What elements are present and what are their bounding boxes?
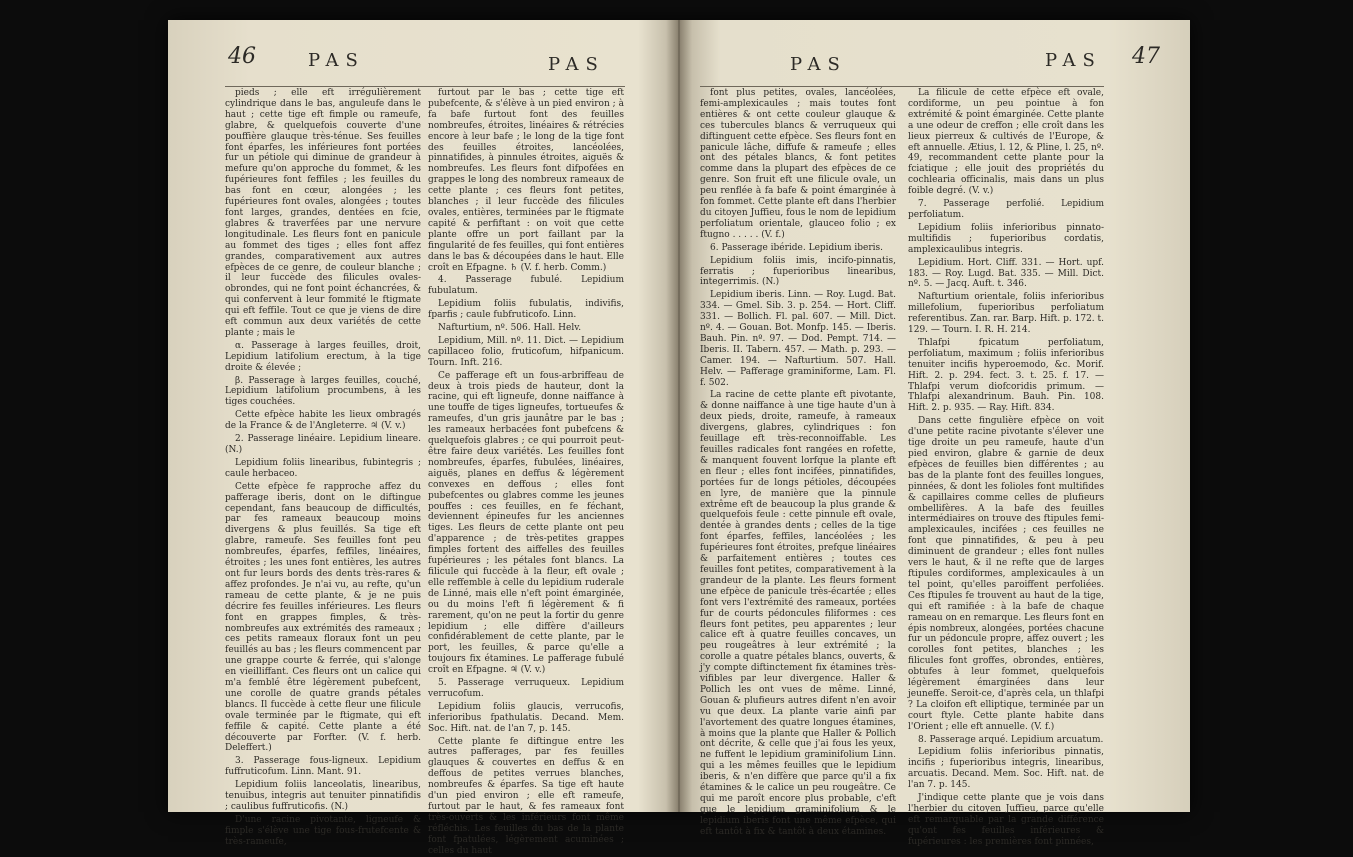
page-number: 47 — [1132, 44, 1160, 69]
paragraph: Thlafpi fpicatum perfoliatum, perfoliatum, maximum ; foliis inferioribus tenuiter incifis hyperoemodo, &c. Morif. Hift. 2. p. 294. fect. 3. t. 25. f. 17. — Thlafpi verum diofcoridis primum. — Thlafpi alexandrinum. Bauh. Pin. 108. Hift. 2. p. 935. — Ray. Hift. 834. — [908, 337, 1104, 414]
paragraph: 3. Passerage fous-ligneux. Lepidium fuffruticofum. Linn. Mant. 91. — [225, 756, 421, 778]
paragraph: 4. Passerage fubulé. Lepidium fubulatum. — [428, 275, 624, 297]
paragraph: Lepidium. Hort. Cliff. 331. — Hort. upf. 183. — Roy. Lugd. Bat. 335. — Mill. Dict. nº. 5. — Jacq. Auft. t. 346. — [908, 257, 1104, 290]
paragraph: 8. Passerage arqué. Lepidium arcuatum. — [918, 734, 1104, 745]
paragraph: Cette efpèce fe rapproche affez du pafferage iberis, dont on le diftingue cependant, fans beaucoup de difficultés, par fes rameaux beaucoup moins divergens & plus feuillés. Sa tige eft glabre, rameufe. Ses feuilles font peu nombreufes, éparfes, feffiles, linéaires, étroites ; les unes font entières, les autres ont fur leurs bords des dents très-rares & affez profondes. Je n'ai vu, au refte, qu'un rameau de cette plante, & je ne puis décrire fes feuilles inférieures. Les fleurs font en grappes fimples, & très-nombreufes aux extrémités des rameaux ; ces petits rameaux floraux font un peu feuillés au bas ; les fleurs commencent par une grappe courte & ferrée, qui s'alonge en vieilliffant. Ces fleurs ont un calice qui m'a femblé être légèrement pubefcent, une corolle de quatre grands pétales blancs. Il fuccède à cette fleur une filicule ovale terminée par le ftigmate, qui eft feffile & capité. Cette plante a été découverte par Forfter. (V. f. herb. Deleffert.) — [225, 481, 421, 754]
paragraph: Lepidium foliis fubulatis, indivifis, fparfis ; caule fubfruticofo. Linn. — [428, 299, 624, 321]
paragraph: Lepidium foliis imis, incifo-pinnatis, ferratis ; fuperioribus linearibus, integerrimis. (N.) — [700, 255, 896, 288]
paragraph: furtout par le bas ; cette tige eft pubefcente, & s'élève à un pied environ ; à fa bafe furtout font des feuilles nombreufes, étroites, linéaires & rétrécies encore à leur bafe ; le long de la tige font des feuilles étroites, lancéolées, pinnatifides, à pinnules étroites, aiguës & nombreufes. Les fleurs font difpofées en grappes le long des nombreux rameaux de cette plante ; ces fleurs font petites, blanches ; il leur fuccède des filicules ovales, entières, terminées par le ftigmate capité & perfiftant : on voit que cette plante offre un port faillant par la fingularité de fes feuilles, qui font entières dans le bas & découpées dans le haut. Elle croît en Efpagne. ♄ (V. f. herb. Comm.) — [428, 88, 624, 273]
right-page — [680, 20, 1190, 847]
paragraph: β. Passerage à larges feuilles, couché, Lepidium latifolium procumbens, à les tiges couchées. — [225, 375, 421, 408]
text-column-left — [225, 88, 421, 847]
running-header: PAS — [308, 50, 365, 71]
running-header: PAS — [548, 54, 605, 75]
text-column-right — [908, 88, 1104, 847]
text-column-left — [700, 88, 896, 837]
header-rule — [225, 86, 625, 87]
paragraph: font plus petites, ovales, lancéolées, femi-amplexicaules ; mais toutes font entières & ont cette couleur glauque & ces tubercules blancs & verruqueux qui diftinguent cette efpèce. Ses fleurs font en panicule lâche, diffufe & rameufe ; elles ont des pétales blancs, & font petites comme dans la plupart des efpèces de ce genre. Son fruit eft une filicule ovale, un peu renflée à fa bafe & point émarginée à fon fommet. Cette plante eft dans l'herbier du citoyen Juffieu, fous le nom de lepidium perfoliatum orientale, glauceo folio ; ex ftugno . . . . . (V. f.) — [700, 88, 896, 240]
paragraph: Lepidium foliis linearibus, fubintegris ; caule herbaceo. — [225, 457, 421, 479]
paragraph: La filicule de cette efpèce eft ovale, cordiforme, un peu pointue à fon extrémité & point émarginée. Cette plante a une odeur de creffon ; elle croît dans les lieux pierreux & cultivés de l'Europe, & eft annuelle. Ætius, l. 12, & Pline, l. 25, nº. 49, recommandent cette plante pour la fciatique ; elle jouit des propriétés du cochlearia officinalis, mais dans un plus foible degré. (V. v.) — [908, 88, 1104, 197]
paragraph: J'indique cette plante que je vois dans l'herbier du citoyen Juffieu, parce qu'elle eft remarquable par la grande différence qu'ont fes feuilles inférieures & fupérieures : les premières font pinnées, — [908, 793, 1104, 847]
paragraph: Lepidium foliis inferioribus pinnato-multifidis ; fuperioribus cordatis, amplexicaulibus integris. — [908, 222, 1104, 255]
paragraph: pieds ; elle eft irrégulièrement cylindrique dans le bas, anguleufe dans le haut ; cette tige eft fimple ou rameufe, glabre, & quelquefois couverte d'une pouffière glauque très-ténue. Ses feuilles font éparfes, les inférieures font portées fur un pétiole qui diminue de grandeur à mefure qu'on approche du fommet, & les fupérieures font feffiles ; les feuilles du bas font en cœur, alongées ; les fupérieures font ovales, alongées ; toutes font larges, grandes, dentées en fcie, glabres & traverfées par une nervure longitudinale. Les fleurs font en panicule au fommet des tiges ; elles font affez grandes, comparativement aux autres efpèces de ce genre, de couleur blanche ; il leur fuccède des filicules ovales-obrondes, qui ne font point échancrées, & qui confervent à leur fommité le ftigmate qui eft feffile. Tout ce que je viens de dire eft commun aux deux variétés de cette plante ; mais le — [225, 88, 421, 338]
paragraph: Dans cette fingulière efpèce on voit d'une petite racine pivotante s'élever une tige droite un peu rameufe, haute d'un pied environ, glabre & garnie de deux efpèces de feuilles bien différentes ; au bas de la plante font des feuilles longues, pinnées, & dont les folioles font multifides & capillaires comme celles de plufieurs ombellifères. A la bafe des feuilles intermédiaires on trouve des ftipules femi-amplexicaules, incifées ; ces feuilles ne font que pinnatifides, & peu à peu diminuent de grandeur ; elles font nulles vers le haut, & il ne refte que de larges ftipules cordiformes, amplexicaules à un tel point, qu'elles paroiffent perfoliées. Ces ftipules fe trouvent au haut de la tige, qui eft ramifiée : à la bafe de chaque rameau on en remarque. Les fleurs font en épis nombreux, alongées, portées chacune fur un pédoncule propre, affez ouvert ; les corolles font petites, blanches ; les filicules font groffes, obrondes, entières, obtufes à leur fommet, quelquefois légèrement émarginées dans leur jeuneffe. Seroit-ce, d'après cela, un thlafpi ? La cloifon eft elliptique, terminée par un court ftyle. Cette plante habite dans l'Orient ; elle eft annuelle. (V. f.) — [908, 416, 1104, 732]
header-rule — [700, 86, 1104, 87]
paragraph: Nafturtium orientale, foliis inferioribus millefolium, fuperioribus perfoliatum referentibus. Zan. rar. Barp. Hift. p. 172. t. 129. — Tourn. I. R. H. 214. — [908, 292, 1104, 336]
running-header: PAS — [790, 54, 847, 75]
paragraph: Cette plante fe diftingue entre les autres pafferages, par fes feuilles glauques & couvertes en deffus & en deffous de petites verrues blanches, nombreufes & éparfes. Sa tige eft haute d'un pied environ ; elle eft rameufe, furtout par le haut, & fes rameaux font très-ouverts & les inférieurs font même réfléchis. Les feuilles du bas de la plante font fpatulées, légèrement acuminées ; celles du haut — [428, 736, 624, 856]
left-page — [168, 20, 678, 856]
paragraph: α. Passerage à larges feuilles, droit, Lepidium latifolium erectum, à la tige droite & élevée ; — [225, 340, 421, 373]
paragraph: Lepidium, Mill. nº. 11. Dict. — Lepidium capillaceo folio, fruticofum, hifpanicum. Tourn. Inft. 216. — [428, 335, 624, 368]
paragraph: D'une racine pivotante, ligneufe & fimple s'élève une tige fous-frutefcente & très-rameufe, — [225, 814, 421, 847]
paragraph: Lepidium foliis inferioribus pinnatis, incifis ; fuperioribus integris, linearibus, arcuatis. Decand. Mem. Soc. Hift. nat. de l'an 7. p. 145. — [908, 747, 1104, 791]
book-gutter — [666, 20, 692, 812]
paragraph: 6. Passerage ibéride. Lepidium iberis. — [710, 242, 883, 253]
paragraph: La racine de cette plante eft pivotante, & donne naiffance à une tige haute d'un à deux pieds, droite, rameufe, à rameaux divergens, glabres, cylindriques : fon feuillage eft très-reconnoiffable. Les feuilles radicales font rangées en rofette, & manquent fouvent lorfque la plante eft en fleur ; elles font incifées, pinnatifides, portées fur de longs pétioles, découpées en lyre, de manière que la pinnule extrême eft de beaucoup la plus grande & quelquefois feule : cette pinnule eft ovale, dentée à grandes dents ; celles de la tige font éparfes, feffiles, lancéolées ; les fupérieures font étroites, prefque linéaires & parfaitement entières ; toutes ces feuilles font petites, comparativement à la grandeur de la plante. Les fleurs forment une efpèce de panicule très-écartée ; elles font vers l'extrémité des rameaux, portées fur de courts pédoncules filiformes : ces fleurs font petites, peu apparentes ; leur calice eft à quatre feuilles concaves, un peu rougeâtres à leur extrémité ; la corolle a quatre pétales blancs, ouverts, & j'y compte diftinctement fix étamines très-vifibles par leur divergence. Haller & Pollich les ont vues de même. Linné, Gouan & plufieurs autres difent n'en avoir vu que deux. La plante varie ainfi par l'avortement des quatre longues étamines, à moins que la plante que Haller & Pollich ont décrite, & celle que j'ai fous les yeux, ne fuffent le lepidium graminifolium Linn. qui a les mêmes feuilles que le lepidium iberis, & n'en diffère que parce qu'il a fix étamines & le calice un peu rougeâtre. Ce qui me paroît encore plus probable, c'eft que le lepidium graminifolium & le lepidium iberis font une même efpèce, qui eft tantôt à fix & tantôt à deux étamines. — [700, 390, 896, 837]
text-column-right — [428, 88, 624, 856]
paragraph: 5. Passerage verruqueux. Lepidium verrucofum. — [428, 678, 624, 699]
paragraph: 7. Passerage perfolié. Lepidium perfoliatum. — [908, 199, 1104, 220]
paragraph: Cette efpèce habite les lieux ombragés de la France & de l'Angleterre. ♃ (V. v.) — [225, 410, 421, 432]
paragraph: Lepidium foliis lanceolatis, linearibus, tenuibus, integris aut tenuiter pinnatifidis ; caulibus fuffruticofis. (N.) — [225, 780, 421, 812]
book-spread — [168, 20, 1190, 856]
paragraph: Lepidium foliis glaucis, verrucofis, inferioribus fpathulatis. Decand. Mem. Soc. Hift. nat. de l'an 7, p. 145. — [428, 701, 624, 734]
paragraph: 2. Passerage linéaire. Lepidium lineare. (N.) — [225, 434, 421, 455]
paragraph: Ce pafferage eft un fous-arbriffeau de deux à trois pieds de hauteur, dont la racine, qui eft ligneufe, donne naiffance à une touffe de tiges ligneufes, tortueufes & rameufes, d'un gris jaunâtre par le bas ; les rameaux herbacées font pubefcens & quelquefois glabres ; ce qui pourroit peut-être faire deux variétés. Les feuilles font nombreufes, éparfes, fubulées, linéaires, aiguës, planes en deffus & légèrement convexes en deffous ; elles font pubefcentes ou glabres comme les jeunes pouffes : ces feuilles, en fe féchant, deviennent épineufes fur les anciennes tiges. Les fleurs de cette plante ont peu d'apparence ; de très-petites grappes fimples fortent des aiffelles des feuilles fupérieures ; les pétales font blancs. La filicule qui fuccède à la fleur, eft ovale ; elle reffemble à celle du lepidium ruderale de Linné, mais elle n'eft point émarginée, ou du moins l'eft fi légèrement & fi rarement, qu'on ne peut la fortir du genre lepidium ; elle diffère d'ailleurs confidérablement de cette plante, par le port, les feuilles, & parce qu'elle a toujours fix étamines. Le pafferage fubulé croît en Efpagne. ♃ (V. v.) — [428, 370, 624, 676]
paragraph: Nafturtium, nº. 506. Hall. Helv. — [438, 323, 582, 334]
paragraph: Lepidium iberis. Linn. — Roy. Lugd. Bat. 334. — Gmel. Sib. 3. p. 254. — Hort. Cliff. 331. — Bollich. Fl. pal. 607. — Mill. Dict. nº. 4. — Gouan. Bot. Monfp. 145. — Iberis. Bauh. Pin. nº. 97. — Dod. Pempt. 714. — Iberis. II. Tabern. 457. — Math. p. 293. — Camer. 194. — Nafturtium. 507. Hall. Helv. — Pafferage graminiforme, Lam. Fl. f. 502. — [700, 290, 896, 388]
running-header: PAS — [1045, 50, 1102, 71]
page-number: 46 — [228, 44, 256, 69]
